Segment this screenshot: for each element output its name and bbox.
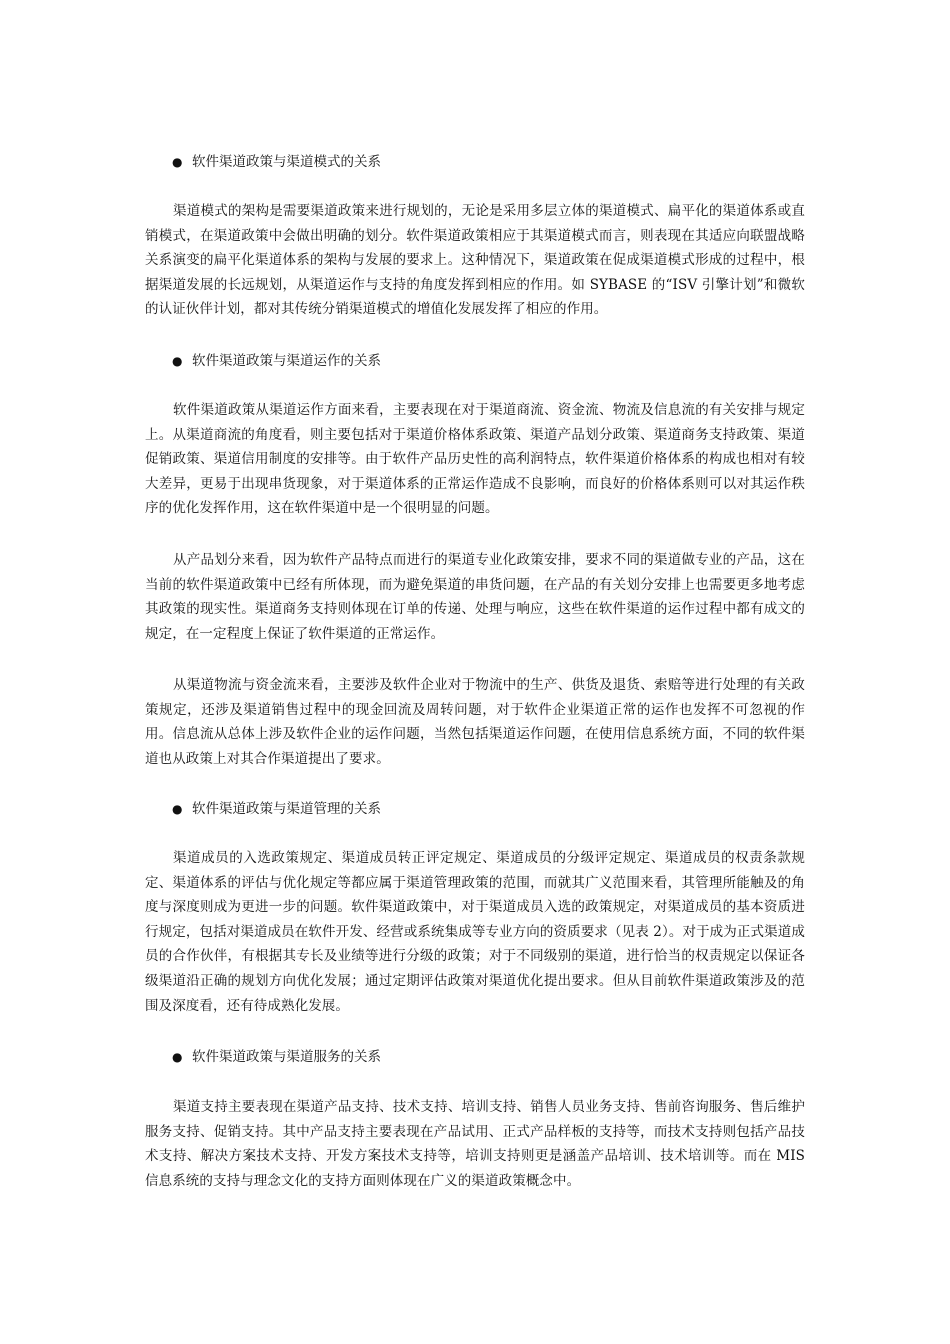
paragraph: 从渠道物流与资金流来看，主要涉及软件企业对于物流中的生产、供货及退货、索赔等进行处理的有关政策规定，还涉及渠道销售过程中的现金回流及周转问题，对于软件企业渠道正常的运作也发挥不可忽视的作用。信息流从总体上涉及软件企业的运作问题，当然包括渠道运作问题，在使用信息系统方面，不同的软件渠道也从政策上对其合作渠道提出了要求。 bbox=[145, 677, 805, 767]
heading-text: 软件渠道政策与渠道管理的关系 bbox=[192, 801, 381, 817]
bullet-icon: ● bbox=[172, 354, 183, 368]
paragraph: 软件渠道政策从渠道运作方面来看，主要表现在对于渠道商流、资金流、物流及信息流的有关安排与规定上。从渠道商流的角度看，则主要包括对于渠道价格体系政策、渠道产品划分政策、渠道商务支持政策、渠道促销政策、渠道信用制度的安排等。由于软件产品历史性的高利润特点，软件渠道价格体系的构成也相对有较大差异，更易于出现串货现象，对于渠道体系的正常运作造成不良影响，而良好的价格体系则可以对其运作秩序的优化发挥作用，这在软件渠道中是一个很明显的问题。 bbox=[145, 402, 805, 517]
paragraph: 从产品划分来看，因为软件产品特点而进行的渠道专业化政策安排，要求不同的渠道做专业的产品，这在当前的软件渠道政策中已经有所体现，而为避免渠道的串货问题，在产品的有关划分安排上也需要更多地考虑其政策的现实性。渠道商务支持则体现在订单的传递、处理与响应，这些在软件渠道的运作过程中都有成文的规定，在一定程度上保证了软件渠道的正常运作。 bbox=[145, 552, 805, 642]
section-heading-channel-mode bbox=[172, 150, 812, 174]
bullet-icon: ● bbox=[172, 802, 183, 816]
heading-text: 软件渠道政策与渠道运作的关系 bbox=[192, 353, 381, 369]
heading-text: 软件渠道政策与渠道服务的关系 bbox=[192, 1049, 381, 1065]
section-heading-channel-management bbox=[172, 797, 812, 821]
heading-text: 软件渠道政策与渠道模式的关系 bbox=[192, 154, 381, 170]
paragraph: 渠道成员的入选政策规定、渠道成员转正评定规定、渠道成员的分级评定规定、渠道成员的权责条款规定、渠道体系的评估与优化规定等都应属于渠道管理政策的范围，而就其广义范围来看，其管理所能触及的角度与深度则成为更进一步的问题。软件渠道政策中，对于渠道成员入选的政策规定，对渠道成员的基本资质进行规定，包括对渠道成员在软件开发、经营或系统集成等专业方向的资质要求（见表 2）。对于成为正式渠道成员的合作伙伴，有根据其专长及业绩等进行分级的政策；对于不同级别的渠道，进行恰当的权责规定以保证各级渠道沿正确的规划方向优化发展；通过定期评估政策对渠道优化提出要求。但从目前软件渠道政策涉及的范围及深度看，还有待成熟化发展。 bbox=[145, 850, 805, 1014]
paragraph: 渠道模式的架构是需要渠道政策来进行规划的，无论是采用多层立体的渠道模式、扁平化的渠道体系或直销模式，在渠道政策中会做出明确的划分。软件渠道政策相应于其渠道模式而言，则表现在其适应向联盟战略关系演变的扁平化渠道体系的架构与发展的要求上。这种情况下，渠道政策在促成渠道模式形成的过程中，根据渠道发展的长远规划，从渠道运作与支持的角度发挥到相应的作用。如 SYBASE 的“ISV 引擎计划”和微软的认证伙伴计划，都对其传统分销渠道模式的增值化发展发挥了相应的作用。 bbox=[145, 203, 805, 318]
section-heading-channel-service bbox=[172, 1045, 812, 1069]
bullet-icon: ● bbox=[172, 1050, 183, 1064]
paragraph: 渠道支持主要表现在渠道产品支持、技术支持、培训支持、销售人员业务支持、售前咨询服务、售后维护服务支持、促销支持。其中产品支持主要表现在产品试用、正式产品样板的支持等，而技术支持则包括产品技术支持、解决方案技术支持、开发方案技术支持等，培训支持则更是涵盖产品培训、技术培训等。而在 MIS 信息系统的支持与理念文化的支持方面则体现在广义的渠道政策概念中。 bbox=[145, 1099, 805, 1189]
bullet-icon: ● bbox=[172, 155, 183, 169]
section-heading-channel-operation bbox=[172, 349, 812, 373]
